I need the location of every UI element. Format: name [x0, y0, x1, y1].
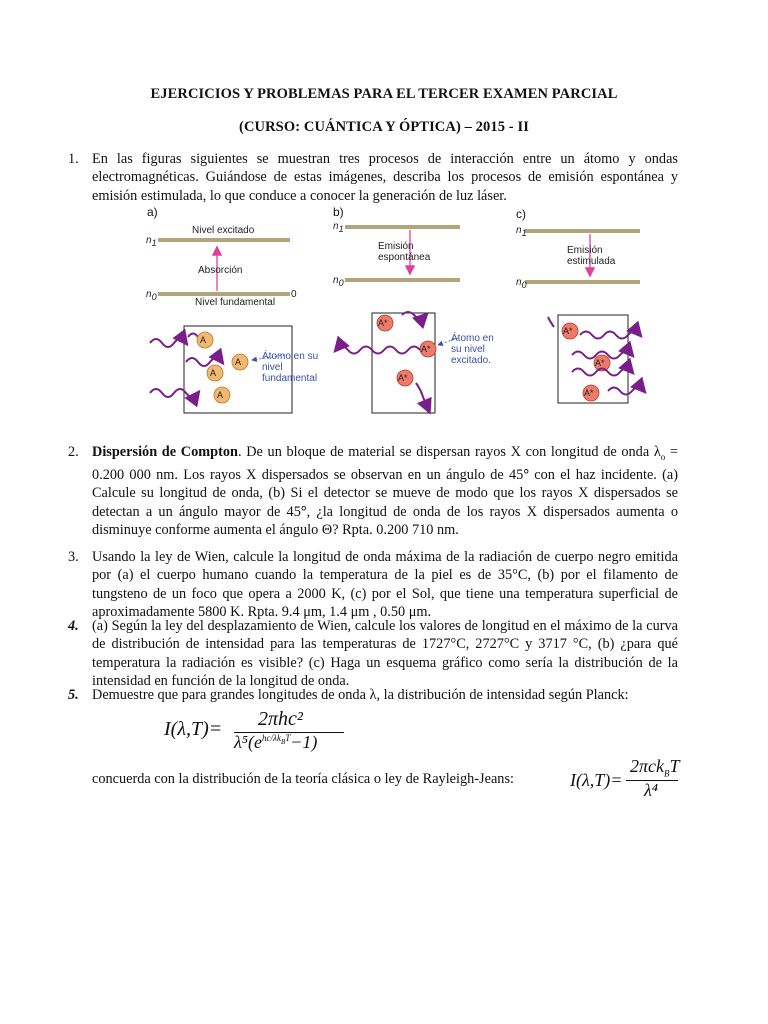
planck-denominator: $\lambda^5(e^{hc/\lambda k_BT}-1)$ [234, 732, 318, 752]
panel-c-n0: $n_0$ [516, 277, 527, 290]
stimulating-wave [548, 317, 554, 327]
exercise-text: Usando la ley de Wien, calcule la longitud de onda máxima de la radiación de cuerpo negro emitida por (a) el cuerpo humano cuando la temperatura de la piel es de 35°C, (b) por el filamento de tungsteno de un foco que opera a 2000 K, (c) por el Sol, que tiene una temperatura superficial de aproximadamente 5800 K. Rpta. 9.4 μm, 1.4 μm , 0.50 μm. [92, 549, 678, 620]
panel-a-label: a) [147, 205, 158, 219]
panel-b-n1: $n_1$ [333, 221, 344, 234]
panel-a-zero: 0 [291, 289, 297, 300]
stimulated-wave-1 [580, 332, 640, 339]
exercise-number: 1. [68, 151, 79, 167]
atom-b-label: A* [421, 344, 431, 354]
stimulated-emission-label: Emisión estimulada [567, 245, 616, 267]
emitted-wave-3 [416, 383, 429, 411]
page-subtitle: (CURSO: CUÁNTICA Y ÓPTICA) – 2015 - II [239, 119, 529, 135]
exercise-number: 2. [68, 444, 79, 460]
absorcion-label: Absorción [198, 265, 243, 276]
exercise-4 [68, 617, 678, 690]
exercise-lead: Dispersión de Compton [92, 444, 238, 460]
rayleigh-jeans-formula [570, 758, 690, 802]
exercise-number: 3. [68, 549, 79, 565]
interaction-figure [140, 205, 640, 420]
panel-c-n1: $n_1$ [516, 225, 527, 238]
stimulated-wave-4 [608, 388, 644, 395]
atom-a-label: A [235, 357, 242, 367]
atom-c-label: A* [584, 388, 594, 398]
spontaneous-emission-label: Emisión espontánea [378, 241, 431, 263]
incident-wave-1 [150, 339, 186, 347]
incident-wave-3 [150, 389, 198, 397]
exercise-3 [68, 548, 678, 621]
exercise-number: 4. [68, 618, 79, 634]
page-title: EJERCICIOS Y PROBLEMAS PARA EL TERCER EXAMEN PARCIAL [150, 86, 618, 102]
panel-a-n0: $n_0$ [146, 289, 157, 302]
emitted-wave-2 [336, 347, 420, 354]
exercise-5: 5. Demuestre que para grandes longitudes de onda λ, la distribución de intensidad según Planck: [68, 687, 629, 703]
planck-formula [164, 708, 364, 760]
nivel-excitado-label: Nivel excitado [192, 225, 255, 236]
rj-denominator: λ⁴ [644, 780, 659, 800]
exercise-2: 2. Dispersión de Compton. De un bloque de material se dispersan rayos X con longitud de onda $\lambda_o = 0.200$ 000 nm. Los rayos X dispersados se observan en un ángulo de 45° con el haz incidente. (a) Calcule su longitud de onda, (b) Si el detector se mueve de modo que los rayos X dispersados se detectan a un ángulo mayor de 45°, ¿la longitud de onda de los rayos X dispersados aumenta o disminuye conforme aumenta el ángulo Θ? Rpta. 0.200 710 nm. [68, 444, 679, 539]
panel-c-label: c) [516, 207, 526, 221]
rj-numerator: 2πck$_B$T [630, 756, 680, 779]
exercise-number: 5. [68, 687, 79, 703]
figure-graphics [140, 205, 640, 420]
atom-ground-note: Átomo en su nivel fundamental [262, 351, 319, 384]
exercise-text: (a) Según la ley del desplazamiento de Wien, calcule los valores de longitud en el máximo de la curva de distribución de intensidad para las temperaturas de 1727°C, 2727°C y 3717 °C, (b) ¿para qué temperatura la radiación es visible? (c) Haga un esquema gráfico como sería la distribución de la intensidad en función de la longitud de onda. [92, 618, 678, 689]
atom-a-label: A [217, 390, 224, 400]
exercise-text: En las figuras siguientes se muestran tres procesos de interacción entre un átomo y ondas electromagnéticas. Guiándose de estas imágenes, describa los procesos de emisión espontánea y emisión estimulada, lo que conduce a conocer la generación de luz láser. [92, 151, 678, 204]
atom-a-label: A [200, 335, 207, 345]
atom-excited-note: Átomo en su nivel excitado. [451, 333, 494, 366]
atom-c-label: A* [595, 358, 605, 368]
rj-lhs: I(λ,T)= [570, 770, 623, 790]
planck-lhs: I(λ,T)= [164, 718, 223, 740]
atom-b-label: A* [378, 318, 388, 328]
planck-numerator: 2πhc² [258, 708, 303, 730]
exercise-text: concuerda con la distribución de la teoría clásica o ley de Rayleigh-Jeans: [92, 771, 514, 787]
panel-b-n0: $n_0$ [333, 275, 344, 288]
exercise-1 [68, 150, 678, 205]
panel-a-n1: $n_1$ [146, 235, 157, 248]
atom-a-label: A [210, 368, 217, 378]
atom-c-label: A* [563, 326, 573, 336]
panel-b-label: b) [333, 205, 344, 219]
nivel-fundamental-label: Nivel fundamental [195, 297, 276, 308]
atom-b-label: A* [398, 373, 408, 383]
